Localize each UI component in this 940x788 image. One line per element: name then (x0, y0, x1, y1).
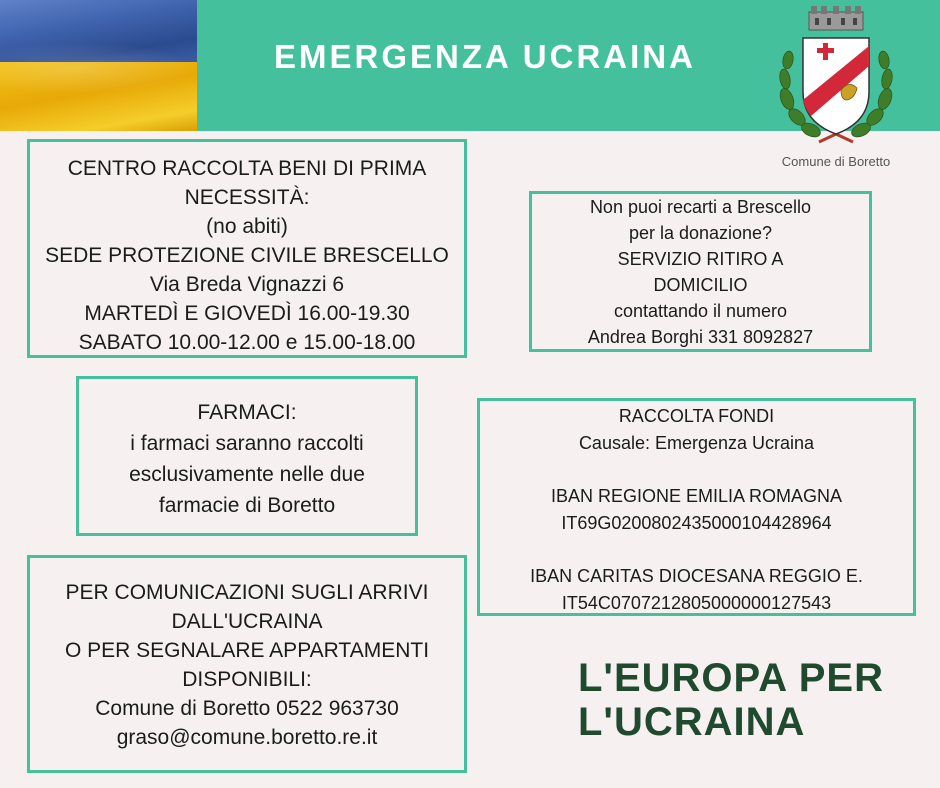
iban-value: IT69G0200802435000104428964 (561, 513, 832, 533)
iban-label: IBAN CARITAS DIOCESANA REGGIO E. (530, 566, 863, 586)
collection-center-line: CENTRO RACCOLTA BENI DI PRIMA (67, 157, 427, 180)
page-title: EMERGENZA UCRAINA (274, 38, 696, 75)
collection-center-box (27, 139, 467, 358)
collection-center-line: SABATO 10.00-12.00 e 15.00-18.00 (78, 331, 416, 354)
collection-center-line: Via Breda Vignazzi 6 (149, 273, 345, 296)
communications-email: graso@comune.boretto.re.it (116, 726, 378, 749)
boretto-coat-of-arms-icon (775, 4, 897, 154)
ukraine-flag-image (0, 0, 197, 131)
iban-label: IBAN REGIONE EMILIA ROMAGNA (550, 486, 843, 506)
collection-center-line: SEDE PROTEZIONE CIVILE BRESCELLO (45, 244, 449, 267)
fundraising-causale: Causale: Emergenza Ucraina (578, 433, 815, 453)
iban-value: IT54C0707212805000000127543 (561, 593, 832, 613)
communications-box (27, 555, 467, 773)
slogan-line: L'UCRAINA (578, 700, 806, 744)
medicines-box (76, 376, 418, 536)
medicines-line: esclusivamente nelle due (129, 463, 365, 486)
slogan (578, 656, 928, 744)
medicines-line: FARMACI: (197, 401, 297, 424)
collection-center-line: MARTEDÌ E GIOVEDÌ 16.00-19.30 (84, 302, 410, 325)
home-pickup-line: per la donazione? (628, 223, 773, 243)
medicines-line: i farmaci saranno raccolti (130, 432, 364, 455)
collection-center-line: (no abiti) (206, 215, 288, 238)
communications-line: O PER SEGNALARE APPARTAMENTI (64, 639, 430, 662)
medicines-line: farmacie di Boretto (158, 494, 336, 517)
communications-phone: Comune di Boretto 0522 963730 (95, 697, 399, 720)
home-pickup-line: contattando il numero (613, 301, 788, 321)
fundraising-title: RACCOLTA FONDI (618, 406, 775, 426)
home-pickup-line: SERVIZIO RITIRO A (617, 249, 784, 269)
home-pickup-line: DOMICILIO (653, 275, 748, 295)
home-pickup-box (529, 191, 872, 352)
communications-line: PER COMUNICAZIONI SUGLI ARRIVI (65, 581, 429, 604)
communications-line: DISPONIBILI: (182, 668, 312, 691)
spacer (480, 457, 913, 483)
fundraising-box (477, 398, 916, 616)
home-pickup-line: Non puoi recarti a Brescello (589, 197, 812, 217)
home-pickup-phone: Andrea Borghi 331 8092827 (587, 327, 814, 347)
slogan-line: L'EUROPA PER (578, 656, 884, 700)
collection-center-line: NECESSITÀ: (184, 186, 310, 209)
communications-line: DALL'UCRAINA (171, 610, 323, 633)
spacer (480, 537, 913, 563)
crest-caption: Comune di Boretto (781, 154, 891, 169)
flag-fold-highlight (0, 38, 197, 98)
